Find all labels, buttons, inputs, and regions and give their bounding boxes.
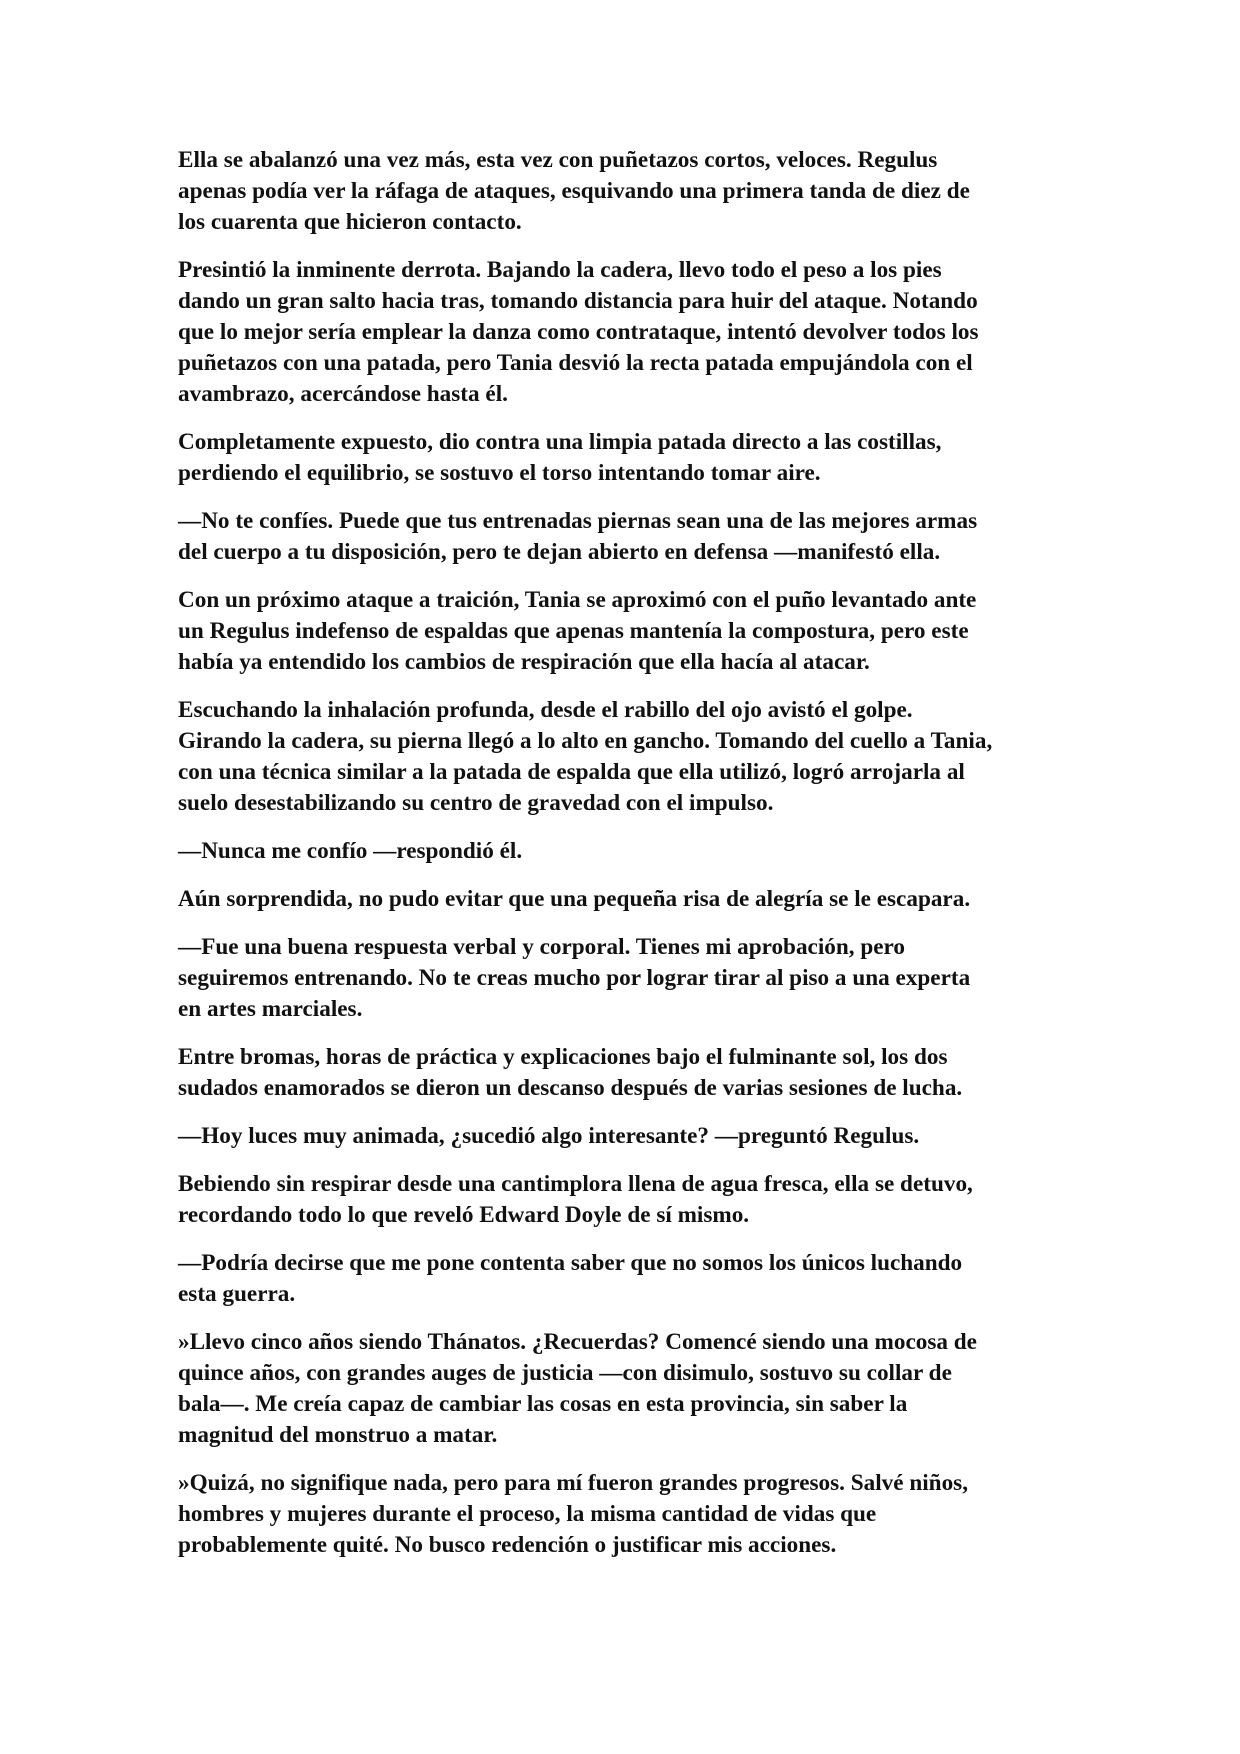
paragraph-8: Aún sorprendida, no pudo evitar que una pequeña risa de alegría se le escapara. [178, 886, 971, 912]
paragraph-4: —No te confíes. Puede que tus entrenadas piernas sean una de las mejores armas del cuerpo a tu disposición, pero te dejan abierto en defensa —manifestó ella. [178, 508, 978, 565]
paragraph-10: Entre bromas, horas de práctica y explicaciones bajo el fulminante sol, los dos sudados enamorados se dieron un descanso después de varias sesiones de lucha. [178, 1044, 963, 1101]
paragraph-14: »Llevo cinco años siendo Thánatos. ¿Recuerdas? Comencé siendo una mocosa de quince años, con grandes auges de justicia —con disimulo, sostuvo su collar de bala—. Me creía capaz de cambiar las cosas en esta provincia, sin saber la magnitud del monstruo a matar. [178, 1329, 977, 1448]
paragraph-11: —Hoy luces muy animada, ¿sucedió algo interesante? —preguntó Regulus. [178, 1123, 920, 1149]
paragraph-9: —Fue una buena respuesta verbal y corporal. Tienes mi aprobación, pero seguiremos entrenando. No te creas mucho por lograr tirar al piso a una experta en artes marciales. [178, 934, 971, 1022]
paragraph-1: Ella se abalanzó una vez más, esta vez con puñetazos cortos, veloces. Regulus apenas podía ver la ráfaga de ataques, esquivando una primera tanda de diez de los cuarenta que hicieron contacto. [178, 147, 970, 235]
paragraph-7: —Nunca me confío —respondió él. [178, 838, 523, 864]
document-body [178, 145, 1078, 1578]
paragraph-12: Bebiendo sin respirar desde una cantimplora llena de agua fresca, ella se detuvo, recordando todo lo que reveló Edward Doyle de sí mismo. [178, 1171, 973, 1228]
paragraph-2: Presintió la inminente derrota. Bajando la cadera, llevo todo el peso a los pies dando un gran salto hacia tras, tomando distancia para huir del ataque. Notando que lo mejor sería emplear la danza como contrataque, intentó devolver todos los puñetazos con una patada, pero Tania desvió la recta patada empujándola con el avambrazo, acercándose hasta él. [178, 257, 979, 407]
paragraph-5: Con un próximo ataque a traición, Tania se aproximó con el puño levantado ante un Regulus indefenso de espaldas que apenas mantenía la compostura, pero este había ya entendido los cambios de respiración que ella hacía al atacar. [178, 587, 977, 675]
paragraph-3: Completamente expuesto, dio contra una limpia patada directo a las costillas, perdiendo el equilibrio, se sostuvo el torso intentando tomar aire. [178, 429, 942, 486]
paragraph-13: —Podría decirse que me pone contenta saber que no somos los únicos luchando esta guerra. [178, 1250, 963, 1307]
paragraph-6: Escuchando la inhalación profunda, desde el rabillo del ojo avistó el golpe. Girando la cadera, su pierna llegó a lo alto en gancho. Tomando del cuello a Tania, con una técnica similar a la patada de espalda que ella utilizó, logró arrojarla al suelo desestabilizando su centro de gravedad con el impulso. [178, 697, 993, 816]
paragraph-15: »Quizá, no signifique nada, pero para mí fueron grandes progresos. Salvé niños, hombres y mujeres durante el proceso, la misma cantidad de vidas que probablemente quité. No busco redención o justificar mis acciones. [178, 1470, 968, 1558]
